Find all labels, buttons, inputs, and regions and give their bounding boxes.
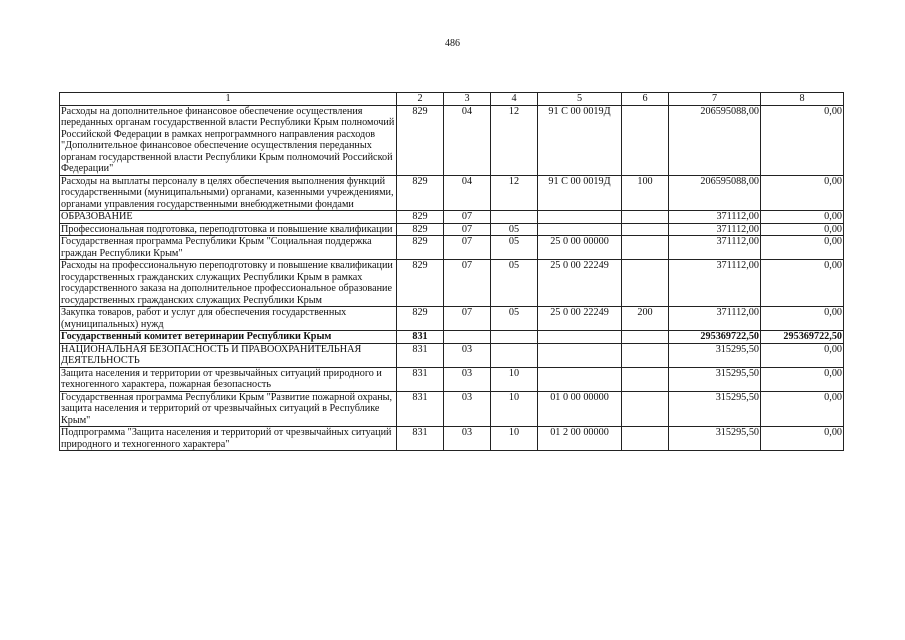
expense-type-cell <box>622 367 669 391</box>
subsection-code-cell: 10 <box>491 391 538 427</box>
section-code-cell: 07 <box>444 260 491 307</box>
column-header: 3 <box>444 93 491 106</box>
table-row <box>60 367 844 391</box>
amount-cell: 0,00 <box>761 175 844 211</box>
amount-cell: 371112,00 <box>669 236 761 260</box>
ministry-code-cell: 831 <box>397 331 444 344</box>
amount-cell: 295369722,50 <box>669 331 761 344</box>
expense-type-cell: 100 <box>622 175 669 211</box>
section-code-cell: 03 <box>444 427 491 451</box>
ministry-code-cell: 829 <box>397 105 444 175</box>
table-row <box>60 211 844 224</box>
subsection-code-cell: 12 <box>491 175 538 211</box>
target-article-cell: 91 С 00 0019Д <box>538 105 622 175</box>
target-article-cell: 01 2 00 00000 <box>538 427 622 451</box>
header-row <box>60 93 844 106</box>
row-name-cell: Государственный комитет ветеринарии Республики Крым <box>60 331 397 344</box>
table-row <box>60 343 844 367</box>
ministry-code-cell: 831 <box>397 343 444 367</box>
section-code-cell: 04 <box>444 105 491 175</box>
page-number: 486 <box>445 38 460 49</box>
expense-type-cell <box>622 211 669 224</box>
ministry-code-cell: 831 <box>397 367 444 391</box>
column-header: 7 <box>669 93 761 106</box>
column-header: 5 <box>538 93 622 106</box>
amount-cell: 315295,50 <box>669 343 761 367</box>
subsection-code-cell: 05 <box>491 223 538 236</box>
column-header: 6 <box>622 93 669 106</box>
target-article-cell <box>538 343 622 367</box>
section-code-cell: 07 <box>444 211 491 224</box>
amount-cell: 0,00 <box>761 236 844 260</box>
section-code-cell: 03 <box>444 391 491 427</box>
section-code-cell: 04 <box>444 175 491 211</box>
subsection-code-cell: 12 <box>491 105 538 175</box>
ministry-code-cell: 831 <box>397 427 444 451</box>
table-row <box>60 391 844 427</box>
ministry-code-cell: 829 <box>397 236 444 260</box>
ministry-code-cell: 829 <box>397 211 444 224</box>
amount-cell: 0,00 <box>761 211 844 224</box>
section-code-cell: 07 <box>444 236 491 260</box>
amount-cell: 0,00 <box>761 105 844 175</box>
target-article-cell: 01 0 00 00000 <box>538 391 622 427</box>
row-name-cell: ОБРАЗОВАНИЕ <box>60 211 397 224</box>
table-row <box>60 260 844 307</box>
ministry-code-cell: 829 <box>397 223 444 236</box>
row-name-cell: Расходы на дополнительное финансовое обеспечение осуществления переданных органам государственной власти Республики Крым полномочий Российской Федерации в рамках непрограммного направления расходов "Дополнительное финансовое обеспечение осуществления переданных органам государственной власти Республики Крым полномочий Российской Федерации" <box>60 105 397 175</box>
subsection-code-cell <box>491 211 538 224</box>
amount-cell: 371112,00 <box>669 307 761 331</box>
row-name-cell: НАЦИОНАЛЬНАЯ БЕЗОПАСНОСТЬ И ПРАВООХРАНИТЕЛЬНАЯ ДЕЯТЕЛЬНОСТЬ <box>60 343 397 367</box>
ministry-code-cell: 831 <box>397 391 444 427</box>
budget-table <box>59 92 844 451</box>
amount-cell: 315295,50 <box>669 367 761 391</box>
target-article-cell: 91 С 00 0019Д <box>538 175 622 211</box>
target-article-cell: 25 0 00 22249 <box>538 307 622 331</box>
amount-cell: 0,00 <box>761 367 844 391</box>
table-row <box>60 175 844 211</box>
amount-cell: 371112,00 <box>669 260 761 307</box>
section-code-cell: 07 <box>444 223 491 236</box>
expense-type-cell <box>622 331 669 344</box>
amount-cell: 0,00 <box>761 391 844 427</box>
subsection-code-cell: 05 <box>491 260 538 307</box>
table-row <box>60 223 844 236</box>
amount-cell: 0,00 <box>761 427 844 451</box>
table-row <box>60 307 844 331</box>
expense-type-cell <box>622 343 669 367</box>
row-name-cell: Защита населения и территории от чрезвычайных ситуаций природного и техногенного характера, пожарная безопасность <box>60 367 397 391</box>
expense-type-cell <box>622 236 669 260</box>
subsection-code-cell: 10 <box>491 427 538 451</box>
section-code-cell <box>444 331 491 344</box>
column-header: 1 <box>60 93 397 106</box>
table-row <box>60 331 844 344</box>
target-article-cell <box>538 211 622 224</box>
amount-cell: 315295,50 <box>669 427 761 451</box>
subsection-code-cell: 05 <box>491 307 538 331</box>
expense-type-cell <box>622 223 669 236</box>
amount-cell: 0,00 <box>761 223 844 236</box>
expense-type-cell <box>622 260 669 307</box>
column-header: 2 <box>397 93 444 106</box>
subsection-code-cell <box>491 331 538 344</box>
expense-type-cell: 200 <box>622 307 669 331</box>
target-article-cell: 25 0 00 22249 <box>538 260 622 307</box>
amount-cell: 0,00 <box>761 307 844 331</box>
expense-type-cell <box>622 105 669 175</box>
row-name-cell: Подпрограмма "Защита населения и территорий от чрезвычайных ситуаций природного и техногенного характера" <box>60 427 397 451</box>
table-row <box>60 236 844 260</box>
section-code-cell: 03 <box>444 367 491 391</box>
subsection-code-cell: 10 <box>491 367 538 391</box>
target-article-cell: 25 0 00 00000 <box>538 236 622 260</box>
row-name-cell: Профессиональная подготовка, переподготовка и повышение квалификации <box>60 223 397 236</box>
table-row <box>60 427 844 451</box>
row-name-cell: Расходы на профессиональную переподготовку и повышение квалификации государственных гражданских служащих Республики Крым в рамках государственного заказа на дополнительное профессиональное образование государственных гражданских служащих Республики Крым <box>60 260 397 307</box>
row-name-cell: Государственная программа Республики Крым "Развитие пожарной охраны, защита населения и территорий от чрезвычайных ситуаций в Республике Крым" <box>60 391 397 427</box>
row-name-cell: Закупка товаров, работ и услуг для обеспечения государственных (муниципальных) нужд <box>60 307 397 331</box>
amount-cell: 206595088,00 <box>669 105 761 175</box>
ministry-code-cell: 829 <box>397 175 444 211</box>
column-header: 8 <box>761 93 844 106</box>
amount-cell: 206595088,00 <box>669 175 761 211</box>
table-row <box>60 105 844 175</box>
section-code-cell: 03 <box>444 343 491 367</box>
row-name-cell: Государственная программа Республики Крым "Социальная поддержка граждан Республики Крым" <box>60 236 397 260</box>
column-header: 4 <box>491 93 538 106</box>
amount-cell: 371112,00 <box>669 211 761 224</box>
ministry-code-cell: 829 <box>397 307 444 331</box>
ministry-code-cell: 829 <box>397 260 444 307</box>
section-code-cell: 07 <box>444 307 491 331</box>
subsection-code-cell: 05 <box>491 236 538 260</box>
target-article-cell <box>538 331 622 344</box>
row-name-cell: Расходы на выплаты персоналу в целях обеспечения выполнения функций государственными (муниципальными) органами, казенными учреждениями, органами управления государственными внебюджетными фондами <box>60 175 397 211</box>
amount-cell: 295369722,50 <box>761 331 844 344</box>
subsection-code-cell <box>491 343 538 367</box>
target-article-cell <box>538 223 622 236</box>
amount-cell: 0,00 <box>761 343 844 367</box>
amount-cell: 371112,00 <box>669 223 761 236</box>
expense-type-cell <box>622 391 669 427</box>
amount-cell: 315295,50 <box>669 391 761 427</box>
target-article-cell <box>538 367 622 391</box>
amount-cell: 0,00 <box>761 260 844 307</box>
expense-type-cell <box>622 427 669 451</box>
